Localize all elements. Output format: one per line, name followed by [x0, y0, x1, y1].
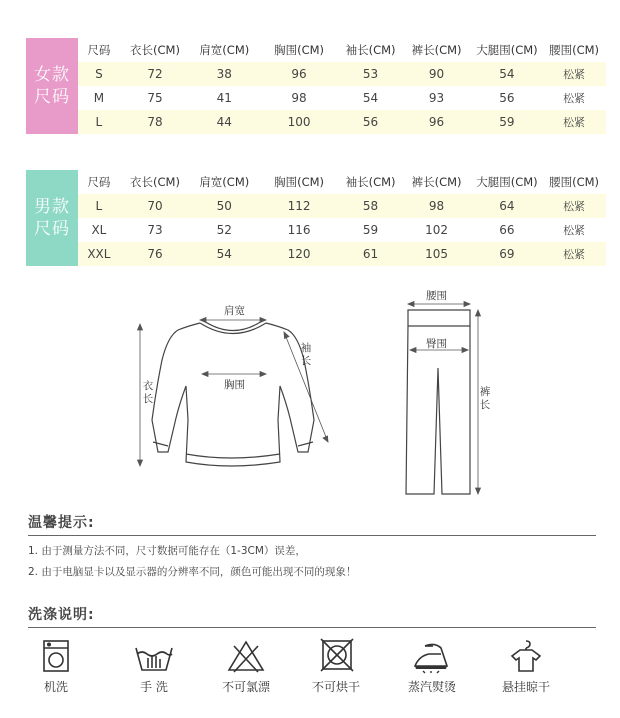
women-size-table	[78, 38, 606, 134]
table-cell: 112	[258, 194, 339, 218]
table-cell: 120	[258, 242, 339, 266]
pants-measurement-diagram	[398, 288, 498, 498]
table-cell: 75	[147, 91, 163, 105]
men-badge-line1: 男款	[34, 197, 70, 217]
column-header: 衣长(CM)	[130, 43, 180, 57]
table-cell: 64	[472, 194, 542, 218]
women-size-badge	[26, 38, 78, 134]
table-cell: 72	[120, 62, 190, 86]
table-header-row	[78, 170, 606, 194]
table-cell: 96	[258, 62, 339, 86]
column-header: 衣长(CM)	[130, 175, 180, 189]
women-size-chart	[26, 38, 606, 134]
table-cell: M	[93, 91, 105, 105]
care-label: 机洗	[43, 680, 68, 694]
table-cell: 59	[362, 223, 379, 237]
table-cell: XXL	[78, 242, 120, 266]
table-cell: 56	[340, 110, 402, 134]
table-cell: 98	[291, 91, 307, 105]
table-cell: 61	[340, 242, 402, 266]
table-cell: 56	[499, 91, 515, 105]
table-cell: 松紧	[542, 242, 606, 266]
shirt-measurement-diagram	[120, 290, 340, 480]
men-size-chart	[26, 170, 606, 266]
tip-item: 2. 由于电脑显卡以及显示器的分辨率不同，颜色可能出现不同的现象！	[28, 566, 357, 578]
no-tumble-dry-icon	[318, 638, 354, 674]
table-cell: L	[78, 194, 120, 218]
care-label: 悬挂晾干	[501, 680, 550, 694]
table-cell: 38	[190, 62, 258, 86]
column-header: 胸围(CM)	[274, 43, 325, 57]
column-header: 大腿围(CM)	[476, 175, 538, 189]
table-cell: 53	[340, 62, 402, 86]
steam-iron-icon	[411, 638, 453, 674]
table-cell: 59	[472, 110, 542, 134]
column-header: 大腿围(CM)	[476, 43, 538, 57]
men-size-table	[78, 170, 606, 266]
table-cell: 松紧	[542, 110, 606, 134]
table-cell: 54	[362, 91, 379, 105]
women-badge-line2: 尺码	[34, 87, 70, 107]
table-cell: 78	[120, 110, 190, 134]
care-divider	[28, 627, 596, 628]
column-header: 裤长(CM)	[411, 175, 462, 189]
care-label: 不可氯漂	[221, 680, 270, 694]
table-cell: 73	[147, 223, 163, 237]
column-header: 腰围(CM)	[549, 175, 600, 189]
column-header: 尺码	[87, 175, 111, 189]
table-cell: 54	[472, 62, 542, 86]
table-cell: 105	[401, 242, 471, 266]
table-cell: 100	[258, 110, 339, 134]
table-cell: 44	[190, 110, 258, 134]
table-cell: 41	[216, 91, 232, 105]
column-header: 袖长(CM)	[345, 43, 396, 57]
care-item-machine-wash	[16, 638, 96, 695]
table-cell: 54	[190, 242, 258, 266]
table-row	[78, 62, 606, 86]
table-row	[78, 86, 606, 110]
table-cell: 76	[120, 242, 190, 266]
table-cell: 66	[499, 223, 515, 237]
table-cell: 松紧	[542, 194, 606, 218]
pants-hip-label: 臀围	[426, 338, 447, 350]
table-cell: 90	[401, 62, 471, 86]
table-row	[78, 218, 606, 242]
table-cell: 50	[190, 194, 258, 218]
column-header: 肩宽(CM)	[199, 175, 250, 189]
table-cell: 70	[120, 194, 190, 218]
table-row	[78, 242, 606, 266]
column-header: 尺码	[87, 43, 111, 57]
care-label: 蒸汽熨烫	[407, 680, 456, 694]
pants-length-label: 裤长	[479, 386, 491, 411]
care-item-no-bleach	[206, 638, 286, 695]
table-cell: 58	[340, 194, 402, 218]
table-cell: 松紧	[542, 62, 606, 86]
women-badge-line1: 女款	[34, 65, 70, 85]
table-cell: 52	[216, 223, 232, 237]
column-header: 肩宽(CM)	[199, 43, 250, 57]
care-item-hand-wash	[114, 638, 194, 695]
no-bleach-icon	[226, 638, 266, 674]
table-cell: L	[78, 110, 120, 134]
shirt-chest-label: 胸围	[224, 379, 245, 391]
column-header: 腰围(CM)	[549, 43, 600, 57]
tips-divider	[28, 535, 596, 536]
column-header: 裤长(CM)	[411, 43, 462, 57]
table-cell: XL	[91, 223, 107, 237]
machine-wash-icon	[39, 638, 73, 674]
pants-waist-label: 腰围	[426, 290, 447, 302]
care-item-steam-iron	[392, 638, 472, 695]
table-header-row	[78, 38, 606, 62]
table-cell: 松紧	[563, 92, 586, 105]
tip-item: 1. 由于测量方法不同，尺寸数据可能存在（1-3CM）误差，	[28, 545, 306, 557]
men-badge-line2: 尺码	[34, 219, 70, 239]
table-cell: S	[78, 62, 120, 86]
table-cell: 93	[428, 91, 445, 105]
table-cell: 98	[401, 194, 471, 218]
hand-wash-icon	[132, 638, 176, 674]
care-item-no-tumble-dry	[296, 638, 376, 695]
table-row	[78, 110, 606, 134]
shirt-shoulder-label: 肩宽	[224, 305, 245, 317]
table-cell: 116	[287, 223, 311, 237]
care-label: 手 洗	[140, 680, 168, 694]
hang-dry-icon	[506, 638, 546, 674]
table-cell: 102	[425, 223, 448, 237]
care-title: 洗涤说明:	[28, 607, 95, 623]
column-header: 袖长(CM)	[345, 175, 396, 189]
column-header: 胸围(CM)	[274, 175, 325, 189]
table-cell: 松紧	[563, 224, 586, 237]
care-item-hang-dry	[486, 638, 566, 695]
men-size-badge	[26, 170, 78, 266]
table-cell: 96	[401, 110, 471, 134]
shirt-length-label: 衣长	[142, 380, 154, 405]
table-row	[78, 194, 606, 218]
tips-title: 温馨提示:	[28, 515, 95, 531]
shirt-sleeve-label: 袖长	[300, 342, 312, 367]
care-label: 不可烘干	[311, 680, 360, 694]
table-cell: 69	[472, 242, 542, 266]
